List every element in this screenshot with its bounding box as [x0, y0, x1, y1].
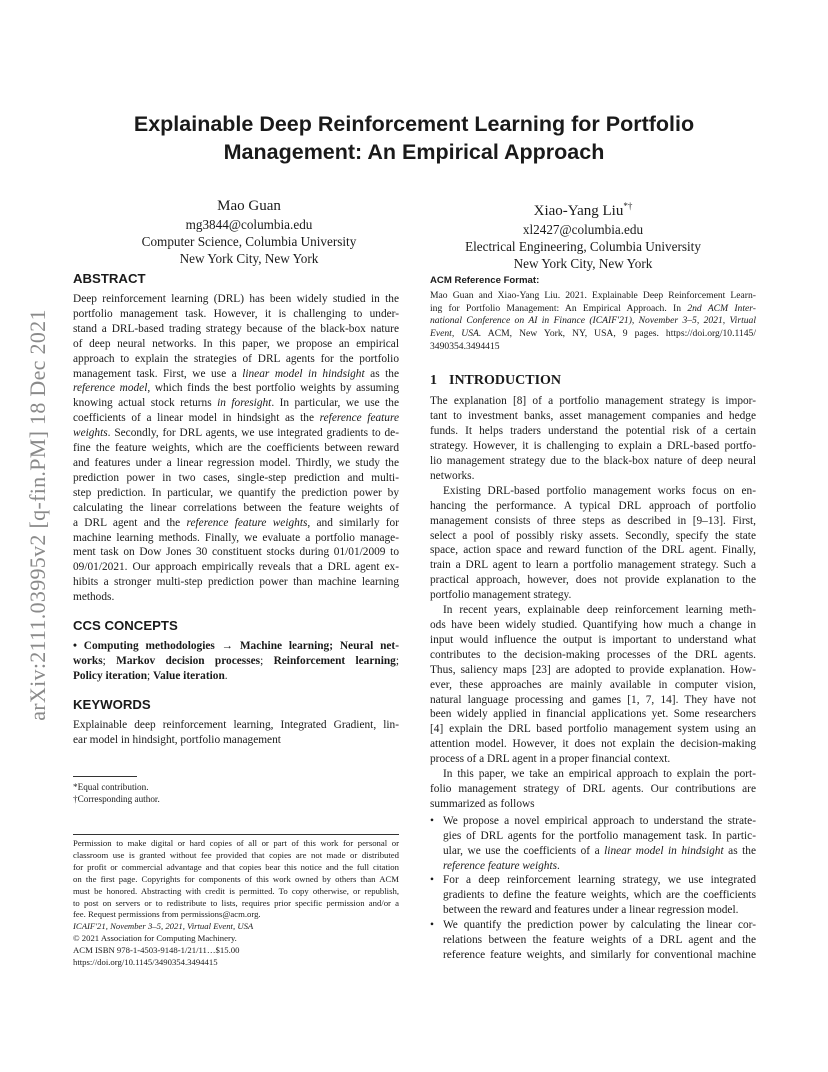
text-run: as the — [723, 844, 756, 857]
text-line: space, action space and reward function of the DRL agent. Finally, — [430, 544, 756, 557]
text-line: The explanation [8] of a portfolio management strategy is impor- — [430, 395, 756, 408]
permission-rule — [73, 834, 399, 835]
author-name — [90, 196, 408, 216]
text-line: summarized as follows — [430, 797, 535, 810]
abstract-line: calculating the linear correlations between the feature weights of — [73, 501, 399, 514]
text-line: select a pool of possibly risky assets. Secondly, specify the state — [430, 529, 756, 542]
text-line: In this paper, we take an empirical approach to explain the port- — [443, 768, 756, 781]
text-line — [443, 859, 756, 874]
contributions-list — [430, 814, 756, 963]
text-run: management task. First, we use a — [73, 367, 243, 380]
text-run: a DRL agent and the — [73, 516, 187, 529]
emphasis-text: linear model in hindsight — [242, 367, 365, 380]
emphasis-text: reference feature weights — [443, 859, 558, 872]
text-run: as the — [364, 367, 399, 380]
text-line: input would influence the output is important to understand what — [430, 633, 756, 646]
author-block-2 — [424, 196, 742, 272]
ccs-separator: ; — [102, 654, 117, 667]
text-line: tant to investment banks, asset management companies and hedge — [430, 410, 756, 423]
ccs-concept: Markov decision processes — [116, 654, 261, 667]
abstract-line: step prediction. In particular, we quantify the prediction power by — [73, 486, 399, 499]
paragraph — [430, 603, 756, 767]
text-run: ing for Portfolio Management: An Empirical Approach. In — [430, 302, 688, 314]
contribution-item — [430, 873, 756, 918]
bullet-icon: • — [430, 814, 434, 827]
permission-line: must be honored. Abstracting with credit is permitted. To copy otherwise, or republish, — [73, 885, 399, 896]
copyright-line: © 2021 Association for Computing Machinery. — [73, 933, 237, 944]
paragraph — [430, 767, 756, 812]
ccs-separator: . — [224, 669, 228, 682]
abstract-line — [73, 367, 399, 382]
text-line: For a deep reinforcement learning strategy, we use integrated — [443, 874, 756, 887]
footnote-corresponding-author: †Corresponding author. — [73, 794, 160, 805]
ccs-line — [73, 639, 399, 654]
ccs-separator: ; — [147, 669, 154, 682]
abstract-line: ment task on Dow Jones 30 constituent stocks during 01/01/2009 to — [73, 546, 399, 559]
emphasis-text: weights — [73, 427, 108, 440]
text-line: ods have been widely studied. Quantifying how much a change in — [430, 619, 756, 632]
abstract-line: Deep reinforcement learning (DRL) has been widely studied in the — [73, 293, 399, 305]
footnote-rule — [73, 776, 137, 777]
abstract-line: approach to explain the strategies of DRL agents for the portfolio — [73, 352, 399, 365]
abstract-line — [73, 396, 399, 411]
abstract-line: of deep neural networks. In this paper, we propose an empirical — [73, 337, 399, 350]
emphasis-text: reference feature weights — [186, 516, 308, 529]
text-line: between the reward and features under a linear regression model. — [443, 904, 739, 917]
text-line: gradients to define the feature weights, which are the coefficients — [443, 889, 756, 902]
text-line: process of a DRL agent in a proper financial context. — [430, 753, 671, 766]
text-line: Existing DRL-based portfolio management works focus on en- — [443, 484, 756, 497]
abstract-line — [73, 381, 399, 396]
paragraph — [430, 484, 756, 603]
abstract-line — [73, 426, 399, 441]
author-block-1 — [90, 196, 408, 267]
text-line: networks. — [430, 469, 475, 482]
text-run: knowing actual stock returns — [73, 397, 218, 410]
bullet-icon: • — [430, 919, 434, 932]
abstract-line — [73, 411, 399, 426]
emphasis-text: in foresight — [217, 397, 272, 410]
permission-line: on the first page. Copyrights for components of this work owned by others than ACM — [73, 873, 399, 884]
text-line: folio management strategy of DRL agents. Our contributions are — [430, 782, 756, 795]
footnote-equal-contribution: *Equal contribution. — [73, 782, 149, 792]
ccs-line — [73, 669, 399, 684]
ccs-concept: • Computing methodologies → Machine learning — [73, 640, 330, 653]
text-line: lio management strategy due to the black-box nature of deep neural — [430, 455, 756, 468]
section-number: 1 — [430, 373, 437, 389]
text-run: . — [557, 859, 560, 872]
author-affiliation: Computer Science, Columbia University — [141, 234, 357, 249]
ccs-concept: ; Neural net- — [329, 640, 399, 653]
author-name-text: Xiao-Yang Liu — [533, 203, 624, 219]
doi-line: https://doi.org/10.1145/3490354.3494415 — [73, 957, 218, 968]
paragraph — [430, 394, 756, 483]
author-name-text: Mao Guan — [217, 198, 281, 214]
ccs-body — [73, 639, 399, 684]
permission-line: classroom use is granted without fee provided that copies are not made or distributed — [73, 849, 399, 860]
reference-line — [430, 303, 756, 316]
text-run: . Secondly, for DRL agents, we use integrated gradients to de- — [107, 427, 399, 440]
text-run: , which finds the best portfolio weights by assuming — [147, 382, 399, 395]
text-line: contributes to the decision-making processes of the DRL agents. — [430, 648, 756, 661]
emphasis-text: reference feature — [319, 412, 400, 425]
emphasis-text: linear model in hindsight — [604, 844, 724, 857]
acm-reference-heading: ACM Reference Format: — [430, 275, 540, 286]
keywords-body — [73, 718, 399, 748]
abstract-line: 09/01/2021. Our approach empirically reveals that a DRL agent ex- — [73, 561, 399, 574]
reference-line: Mao Guan and Xiao-Yang Liu. 2021. Explainable Deep Reinforcement Learn- — [430, 289, 756, 301]
author-email: xl2427@columbia.edu — [522, 222, 644, 237]
isbn-line: ACM ISBN 978-1-4503-9148-1/21/11…$15.00 — [73, 945, 240, 956]
contribution-item — [430, 918, 756, 963]
introduction-body — [430, 394, 756, 962]
emphasis-text: national Conference on AI in Finance (ICAIF'21), November 3–5, 2021, Virtual — [430, 315, 756, 327]
emphasis-text: reference model — [73, 382, 148, 395]
acm-reference-body — [430, 290, 756, 354]
text-line: attention model. However, it does not explain the decision-making — [430, 738, 756, 751]
footnotes — [73, 781, 399, 805]
abstract-line: stand a DRL-based trading strategy because of the black-box nature — [73, 322, 399, 335]
text-line: We quantify the prediction power by calculating the linear cor- — [443, 919, 756, 932]
bullet-icon: • — [430, 874, 434, 887]
author-email: mg3844@columbia.edu — [185, 217, 313, 232]
text-line — [443, 844, 756, 859]
text-line: hancing the performance. A typical DRL approach of portfolio — [430, 499, 756, 512]
author-location: New York City, New York — [179, 251, 319, 266]
text-line: We propose a novel empirical approach to understand the strate- — [443, 814, 756, 827]
ccs-concept: Policy iteration — [73, 669, 148, 682]
author-affiliation: Electrical Engineering, Columbia University — [465, 239, 701, 254]
ccs-concept: Reinforcement learning — [273, 654, 396, 667]
conference-line: ICAIF'21, November 3–5, 2021, Virtual Event, USA — [73, 921, 254, 932]
introduction-heading — [430, 373, 756, 389]
abstract-line: and features under a linear regression model. Thirdly, we study the — [73, 456, 399, 469]
abstract-body — [73, 292, 399, 605]
text-line: In recent years, explainable deep reinforcement learning meth- — [443, 604, 756, 617]
ccs-separator: ; — [260, 654, 274, 667]
author-mark: *† — [623, 201, 633, 211]
text-line: funds. It helps traders understand the potential risk of a certain — [430, 425, 756, 438]
abstract-heading: ABSTRACT — [73, 271, 146, 286]
text-line: reference feature weights, and similarly for conventional machine — [443, 948, 756, 961]
abstract-line: hibits a stronger multi-step prediction power than machine learning — [73, 576, 399, 589]
ccs-line — [73, 654, 399, 669]
text-run: ular, we use the coefficients of a — [443, 844, 605, 857]
abstract-line: methods. — [73, 591, 115, 604]
text-line: relations between the feature weights of a DRL agent and the — [443, 934, 756, 947]
emphasis-text: 2nd ACM Inter- — [687, 302, 757, 314]
text-line: been widely applied in financial applications yet. Some researchers — [430, 708, 756, 721]
text-line: strategy. However, it is challenging to explain a DRL-based portfo- — [430, 440, 756, 453]
permission-block — [73, 838, 399, 969]
abstract-line: portfolio management task. However, it is challenging to under- — [73, 307, 399, 320]
text-line: management consists of three steps as described in [9–13]. First, — [430, 514, 756, 527]
arxiv-identifier-text: arXiv:2111.03995v2 [q-fin.PM] 18 Dec 2021 — [25, 309, 50, 721]
author-location: New York City, New York — [513, 256, 653, 271]
text-line: train a DRL agent to learn a portfolio management strategy. Such a — [430, 559, 756, 572]
abstract-line: fine the feature weights, which are the coefficients between reward — [73, 442, 399, 455]
ccs-separator: ; — [395, 654, 399, 667]
text-line: ever, these approaches are mainly available in computer vision, — [430, 678, 756, 691]
text-line: [4] explain the DRL based portfolio management system using an — [430, 723, 756, 736]
author-name — [424, 196, 742, 221]
abstract-line: prediction power in two cases, single-step prediction and multi- — [73, 471, 399, 484]
text-run: coefficients of a linear model in hindsight as the — [73, 412, 320, 425]
text-run: . In particular, we use the — [271, 397, 400, 410]
text-line: gies of DRL agents for the portfolio management task. In partic- — [443, 829, 756, 842]
keywords-heading: KEYWORDS — [73, 696, 151, 712]
reference-line: 3490354.3494415 — [430, 340, 500, 352]
title-line-2: Management: An Empirical Approach — [223, 140, 605, 164]
contribution-item — [430, 814, 756, 874]
permission-line: Permission to make digital or hard copies of all or part of this work for personal or — [73, 838, 399, 848]
arxiv-identifier — [18, 270, 58, 760]
reference-line — [430, 315, 756, 328]
abstract-line — [73, 516, 399, 531]
paper-title — [72, 110, 756, 166]
ccs-concept: Value iteration — [153, 669, 225, 682]
keywords-line: Explainable deep reinforcement learning, Integrated Gradient, lin- — [73, 718, 399, 731]
permission-line: fee. Request permissions from permissions@acm.org. — [73, 909, 261, 920]
emphasis-text: Event, USA. — [430, 328, 482, 340]
title-line-1: Explainable Deep Reinforcement Learning for Portfolio — [133, 112, 695, 136]
section-title: INTRODUCTION — [449, 373, 562, 389]
text-line: portfolio management strategy. — [430, 589, 572, 602]
permission-line: to post on servers or to redistribute to lists, requires prior specific permission and/or a — [73, 897, 399, 908]
left-column — [73, 271, 399, 748]
reference-line — [430, 328, 756, 341]
permission-line: for profit or commercial advantage and that copies bear this notice and the full citation — [73, 861, 399, 872]
text-line: practical approach, however, does not provide explanation to the — [430, 574, 756, 587]
text-run: ACM, New York, NY, USA, 9 pages. https://doi.org/10.1145/ — [481, 328, 756, 340]
ccs-concept: works — [73, 654, 103, 667]
keywords-line: ear model in hindsight, portfolio management — [73, 733, 281, 746]
text-line: Thus, saliency maps [23] are adopted to provide explanation. How- — [430, 663, 756, 676]
abstract-line: machine learning methods. Finally, we evaluate a portfolio manage- — [73, 531, 399, 544]
text-line: natural language processing and games [1, 7, 14]. They have not — [430, 693, 756, 706]
ccs-heading: CCS CONCEPTS — [73, 618, 178, 634]
text-run: , and similarly for — [307, 516, 400, 529]
right-column — [430, 274, 756, 963]
